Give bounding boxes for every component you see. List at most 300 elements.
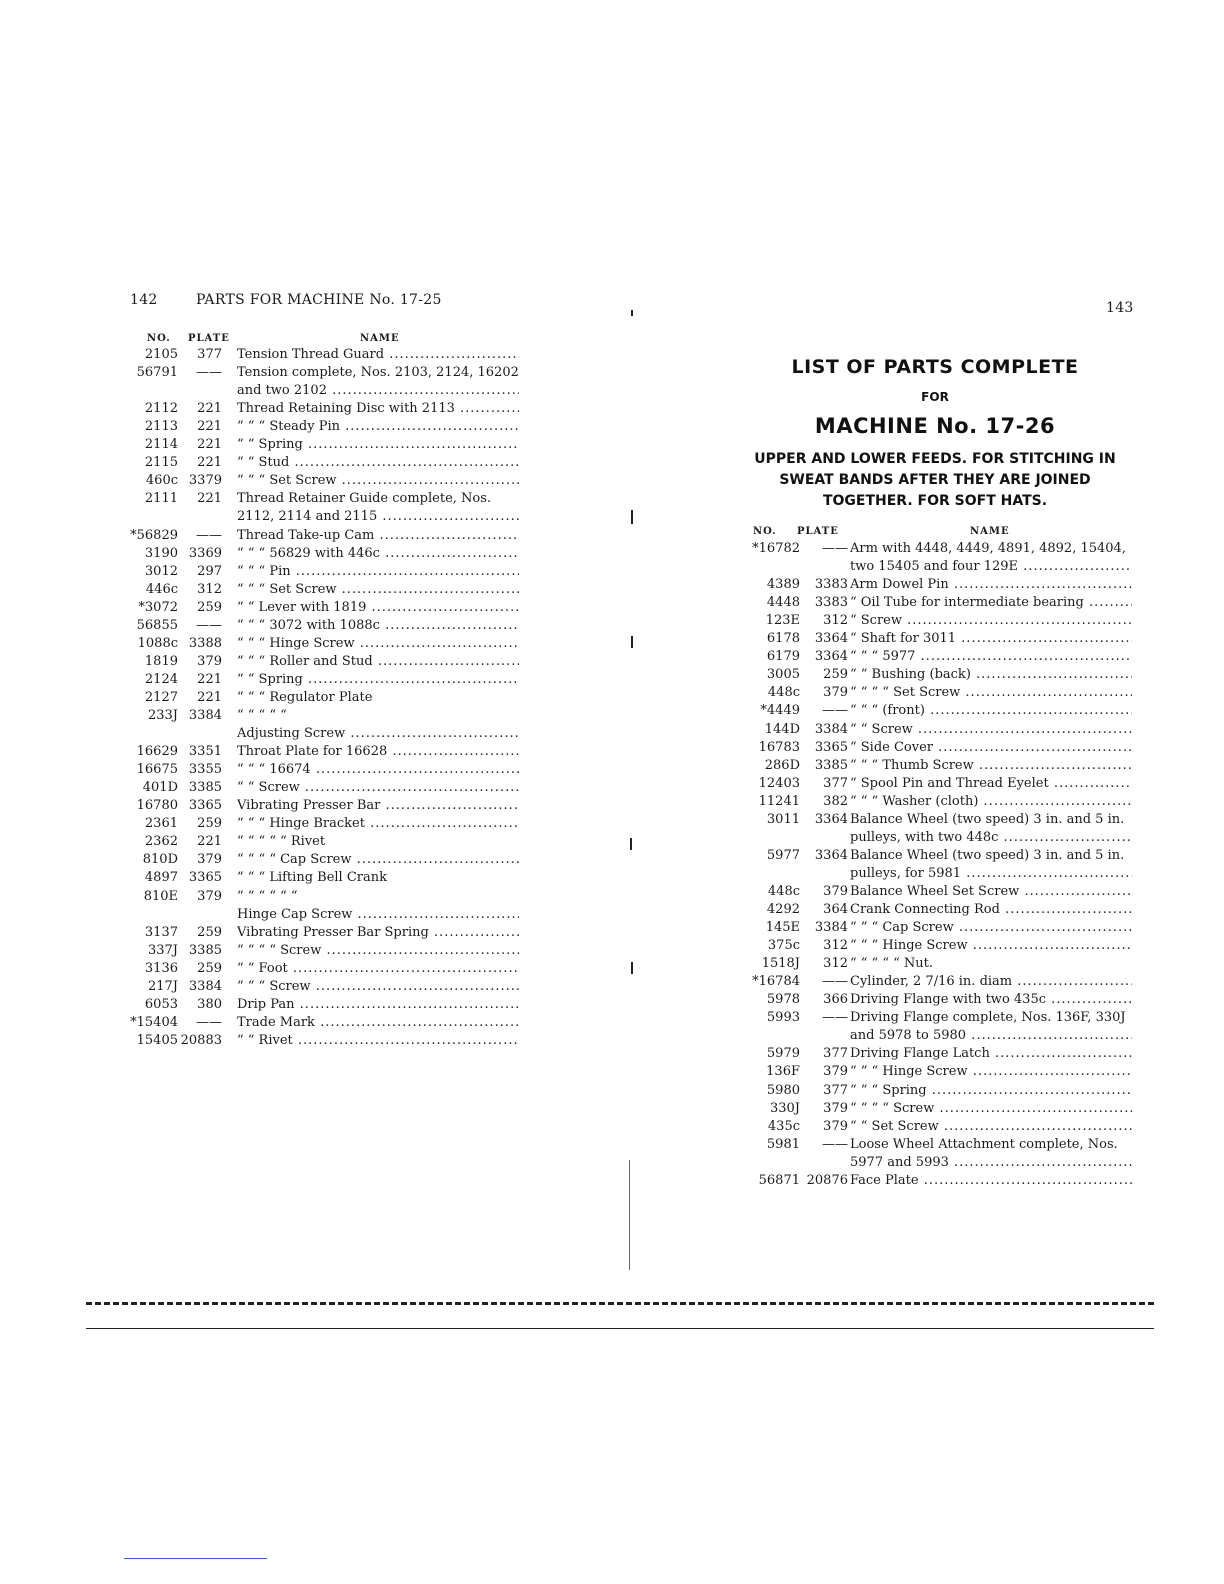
plate-number: —— <box>196 365 222 381</box>
part-number: 448c <box>767 883 800 899</box>
part-number: 375c <box>767 938 800 954</box>
part-row <box>0 418 612 436</box>
gutter-mark <box>631 310 633 316</box>
part-row <box>0 779 612 797</box>
part-number: 144D <box>764 721 800 737</box>
part-name: two 15405 and four 129E ..... <box>850 558 1132 576</box>
part-name: Vibrating Presser Bar ..... <box>237 797 519 815</box>
plate-number: 3388 <box>188 635 222 651</box>
part-row <box>612 793 1224 811</box>
part-row <box>612 666 1224 684</box>
plate-number: —— <box>196 527 222 543</box>
part-number: 1518J <box>761 956 800 972</box>
gutter-mark <box>631 636 633 648</box>
part-number: 435c <box>767 1118 800 1134</box>
plate-number: 221 <box>197 834 222 850</box>
plate-number: 3384 <box>188 708 222 723</box>
footnote-rule <box>124 1558 267 1559</box>
plate-number: 379 <box>823 685 848 701</box>
plate-number: —— <box>822 1010 848 1026</box>
part-row <box>612 865 1224 883</box>
plate-number: 3365 <box>814 739 848 755</box>
plate-number: 259 <box>197 599 222 615</box>
part-number: *16782 <box>752 541 800 556</box>
part-name: “ “ “ Lifting Bell Crank <box>237 870 388 886</box>
part-name: “ “ “ “ “ Rivet <box>237 834 326 850</box>
part-number: 2113 <box>144 419 178 435</box>
part-name: Tension Thread Guard ..... <box>237 346 519 364</box>
part-name: “ Oil Tube for intermediate bearing ..... <box>850 594 1132 612</box>
plate-number: 3385 <box>188 942 222 958</box>
part-row <box>0 797 612 815</box>
plate-number: 3364 <box>814 847 848 863</box>
plate-number: 377 <box>823 1082 848 1098</box>
part-number: *15404 <box>130 1014 178 1030</box>
part-name: pulleys, for 5981 ..... <box>850 865 1132 883</box>
part-row <box>0 851 612 869</box>
part-name: “ “ “ Hinge Bracket ..... <box>237 815 519 833</box>
subtitle-line-2: SWEAT BANDS AFTER THEY ARE JOINED <box>779 472 1091 488</box>
right-page <box>612 0 1224 1584</box>
plate-number: 377 <box>823 1046 848 1062</box>
plate-number: 3369 <box>188 545 222 561</box>
part-number: 233J <box>147 708 178 723</box>
part-row <box>0 400 612 418</box>
part-number: 5980 <box>766 1082 800 1098</box>
plate-number: 382 <box>823 793 848 809</box>
plate-number: 221 <box>197 671 222 687</box>
part-name: “ “ Set Screw ..... <box>850 1118 1132 1136</box>
plate-number: 366 <box>823 992 848 1008</box>
part-row <box>612 955 1224 973</box>
part-number: 1088c <box>137 635 178 651</box>
part-row <box>612 991 1224 1009</box>
part-row <box>0 1032 612 1050</box>
part-row <box>612 1027 1224 1045</box>
part-number: 217J <box>147 978 178 994</box>
part-name: 5977 and 5993 ..... <box>850 1154 1132 1172</box>
plate-number: 312 <box>823 956 848 972</box>
part-row <box>0 472 612 490</box>
part-row <box>612 901 1224 919</box>
part-row <box>612 775 1224 793</box>
part-name: “ “ Screw ..... <box>850 721 1132 739</box>
part-name: “ “ Screw ..... <box>237 779 519 797</box>
part-number: 286D <box>764 757 800 773</box>
part-name: “ “ Bushing (back) ..... <box>850 666 1132 684</box>
plate-number: 3385 <box>814 757 848 773</box>
part-name: “ “ “ 5977 ..... <box>850 648 1132 666</box>
part-row <box>0 617 612 635</box>
part-name: “ “ Lever with 1819 ..... <box>237 599 519 617</box>
part-row <box>612 757 1224 775</box>
plate-number: 3364 <box>814 649 848 665</box>
part-name: “ “ “ Hinge Screw ..... <box>850 1063 1132 1081</box>
part-number: *16784 <box>752 974 800 990</box>
part-row <box>612 829 1224 847</box>
part-row <box>0 508 612 526</box>
plate-number: —— <box>822 1136 848 1152</box>
part-number: 2124 <box>144 671 178 687</box>
part-number: 4292 <box>766 902 800 917</box>
part-number: 5979 <box>766 1046 800 1062</box>
plate-number: 20883 <box>180 1032 222 1048</box>
part-row <box>612 558 1224 576</box>
part-number: 2127 <box>144 689 178 705</box>
part-row <box>0 978 612 996</box>
part-name: Driving Flange with two 435c ..... <box>850 991 1132 1009</box>
part-row <box>0 906 612 924</box>
page-number-left: 142 <box>130 292 158 308</box>
part-name: “ “ “ 16674 ..... <box>237 761 519 779</box>
part-name: 2112, 2114 and 2115 ..... <box>237 508 519 526</box>
part-number: *4449 <box>760 703 800 719</box>
plate-number: 379 <box>823 1100 848 1116</box>
plate-number: 259 <box>197 960 222 976</box>
plate-number: 312 <box>823 613 848 629</box>
part-name: “ Shaft for 3011 ..... <box>850 630 1132 648</box>
part-row <box>612 883 1224 901</box>
part-row <box>0 689 612 707</box>
part-row <box>0 581 612 599</box>
plate-number: 377 <box>197 347 222 362</box>
part-name: “ “ “ (front) ..... <box>850 702 1132 720</box>
part-name: “ “ “ Spring ..... <box>850 1082 1132 1100</box>
plate-number: —— <box>822 703 848 719</box>
part-row <box>612 1172 1224 1190</box>
part-number: 6179 <box>766 649 800 665</box>
part-number: 56855 <box>136 617 178 633</box>
plate-number: 221 <box>197 419 222 435</box>
part-row <box>612 847 1224 865</box>
plate-number: 259 <box>197 816 222 832</box>
part-number: 4897 <box>144 870 178 886</box>
col-header-no-right: NO. <box>753 526 777 537</box>
part-row <box>0 382 612 400</box>
subtitle-line-1: UPPER AND LOWER FEEDS. FOR STITCHING IN <box>754 451 1116 467</box>
plate-number: 379 <box>197 653 222 669</box>
part-name: Throat Plate for 16628 ..... <box>237 743 519 761</box>
part-name: Thread Take-up Cam ..... <box>237 527 519 545</box>
part-number: 56871 <box>758 1172 800 1188</box>
part-name: “ “ “ Washer (cloth) ..... <box>850 793 1132 811</box>
plate-number: 379 <box>197 888 222 904</box>
part-row <box>0 743 612 761</box>
plate-number: —— <box>822 974 848 990</box>
part-name: Tension complete, Nos. 2103, 2124, 16202 <box>237 365 519 381</box>
page-number-right: 143 <box>1106 300 1134 316</box>
col-header-name-right: NAME <box>970 526 1010 537</box>
part-number: 3136 <box>144 960 178 976</box>
running-title: PARTS FOR MACHINE No. 17-25 <box>196 292 442 308</box>
part-name: “ “ “ Set Screw ..... <box>237 472 519 490</box>
part-number: 16780 <box>136 798 178 814</box>
part-row <box>612 1063 1224 1081</box>
part-name: “ “ “ Steady Pin ..... <box>237 418 519 436</box>
plate-number: 379 <box>823 1064 848 1080</box>
part-number: 6178 <box>766 631 800 647</box>
part-name: “ “ “ “ Cap Screw ..... <box>237 851 519 869</box>
part-name: “ “ Stud ..... <box>237 454 519 472</box>
part-row <box>612 739 1224 757</box>
part-row <box>0 888 612 906</box>
part-name: “ “ “ 3072 with 1088c ..... <box>237 617 519 635</box>
part-number: 136F <box>766 1064 800 1080</box>
part-row <box>612 648 1224 666</box>
part-name: “ “ “ 56829 with 446c ..... <box>237 545 519 563</box>
plate-number: 379 <box>823 883 848 899</box>
part-number: 15405 <box>136 1032 178 1048</box>
part-row <box>0 563 612 581</box>
part-name: “ “ “ “ Screw ..... <box>850 1100 1132 1118</box>
part-number: 56791 <box>136 365 178 381</box>
part-number: 2112 <box>144 401 178 417</box>
part-row <box>0 942 612 960</box>
part-row <box>0 527 612 545</box>
list-title-for: FOR <box>921 390 949 404</box>
part-name: “ Side Cover ..... <box>850 739 1132 757</box>
part-name: “ “ “ Screw ..... <box>237 978 519 996</box>
part-row <box>0 1014 612 1032</box>
part-row <box>0 364 612 382</box>
part-name: “ Spool Pin and Thread Eyelet ..... <box>850 775 1132 793</box>
part-row <box>0 833 612 851</box>
part-name: Cylinder, 2 7/16 in. diam ..... <box>850 973 1132 991</box>
part-number: 5978 <box>766 992 800 1008</box>
machine-title: MACHINE No. 17-26 <box>814 414 1056 438</box>
part-name: “ “ “ “ “ “ <box>237 888 298 904</box>
part-name: “ “ Rivet ..... <box>237 1032 519 1050</box>
part-name: “ “ “ “ “ <box>237 708 287 723</box>
part-name: and two 2102 ..... <box>237 382 519 400</box>
part-name: Thread Retainer Guide complete, Nos. <box>237 491 492 507</box>
plate-number: 3365 <box>188 798 222 814</box>
part-row <box>612 721 1224 739</box>
plate-number: 3351 <box>188 744 222 760</box>
part-name: “ “ Spring ..... <box>237 436 519 454</box>
plate-number: 3385 <box>188 780 222 796</box>
part-number: 337J <box>147 942 178 958</box>
plate-number: —— <box>196 617 222 633</box>
part-number: 16783 <box>758 739 800 755</box>
part-number: 460c <box>145 473 178 489</box>
part-number: 330J <box>769 1100 800 1116</box>
part-number: 448c <box>767 685 800 701</box>
part-name: Hinge Cap Screw ..... <box>237 906 519 924</box>
part-row <box>612 540 1224 558</box>
part-number: 2111 <box>144 491 178 507</box>
col-header-no: NO. <box>147 333 171 344</box>
part-name: “ “ Foot ..... <box>237 960 519 978</box>
part-number: 16629 <box>136 744 178 760</box>
part-row <box>612 1154 1224 1172</box>
plate-number: 3365 <box>188 870 222 886</box>
gutter-mark <box>631 962 633 974</box>
part-name: “ “ “ Hinge Screw ..... <box>237 635 519 653</box>
part-number: 5993 <box>766 1010 800 1026</box>
part-row <box>612 684 1224 702</box>
col-header-plate-right: PLATE <box>797 526 839 537</box>
part-row <box>612 919 1224 937</box>
part-name: Drip Pan ..... <box>237 996 519 1014</box>
part-name: “ “ “ Hinge Screw ..... <box>850 937 1132 955</box>
part-row <box>612 1100 1224 1118</box>
part-name: Balance Wheel (two speed) 3 in. and 5 in. <box>850 847 1125 863</box>
part-name: Driving Flange complete, Nos. 136F, 330J <box>850 1010 1126 1026</box>
part-row <box>0 653 612 671</box>
part-number: 2105 <box>144 347 178 362</box>
part-number: 4389 <box>766 577 800 593</box>
part-row <box>0 996 612 1014</box>
part-number: *56829 <box>130 527 178 543</box>
plate-number: 379 <box>823 1118 848 1134</box>
part-name: “ “ Spring ..... <box>237 671 519 689</box>
part-row <box>0 815 612 833</box>
plate-number: 221 <box>197 689 222 705</box>
part-number: 810D <box>142 852 178 868</box>
plate-number: 3364 <box>814 811 848 827</box>
part-name: Balance Wheel Set Screw ..... <box>850 883 1132 901</box>
part-name: Loose Wheel Attachment complete, Nos. <box>850 1136 1118 1152</box>
part-row <box>612 1045 1224 1063</box>
plate-number: 20876 <box>806 1172 848 1188</box>
part-number: 2114 <box>144 437 178 453</box>
plate-number: 3379 <box>188 473 222 489</box>
part-number: 3190 <box>144 545 178 561</box>
part-row <box>0 545 612 563</box>
plate-number: 3384 <box>814 721 848 737</box>
gutter-line <box>629 1160 630 1270</box>
part-name: “ “ “ Roller and Stud ..... <box>237 653 519 671</box>
plate-number: 380 <box>197 996 222 1012</box>
part-name: pulleys, with two 448c ..... <box>850 829 1132 847</box>
plate-number: 259 <box>823 667 848 683</box>
part-number: 3137 <box>144 924 178 940</box>
part-row <box>612 1118 1224 1136</box>
part-row <box>0 635 612 653</box>
part-number: *3072 <box>138 599 178 615</box>
part-name: Vibrating Presser Bar Spring ..... <box>237 924 519 942</box>
part-row <box>612 937 1224 955</box>
part-name: “ “ “ Thumb Screw ..... <box>850 757 1132 775</box>
part-row <box>0 671 612 689</box>
col-header-plate: PLATE <box>188 333 230 344</box>
part-row <box>0 761 612 779</box>
gutter-mark <box>630 838 632 850</box>
plate-number: —— <box>196 1014 222 1030</box>
part-row <box>0 346 612 364</box>
part-number: 3005 <box>766 667 800 683</box>
plate-number: 221 <box>197 491 222 507</box>
plate-number: 364 <box>823 902 848 917</box>
part-name: “ “ “ Pin ..... <box>237 563 519 581</box>
col-header-name: NAME <box>360 333 400 344</box>
part-name: Crank Connecting Rod ..... <box>850 901 1132 919</box>
part-name: Arm Dowel Pin ..... <box>850 576 1132 594</box>
part-row <box>612 1082 1224 1100</box>
part-row <box>612 612 1224 630</box>
part-number: 5981 <box>766 1136 800 1152</box>
part-row <box>0 869 612 887</box>
part-number: 4448 <box>766 595 800 611</box>
part-number: 2115 <box>144 455 178 471</box>
part-number: 810E <box>143 888 178 904</box>
part-number: 5977 <box>766 847 800 863</box>
scan-rule-top <box>86 1302 1154 1305</box>
part-row <box>0 924 612 942</box>
part-number: 446c <box>145 581 178 597</box>
part-name: “ “ “ Regulator Plate <box>237 689 373 705</box>
part-name: Driving Flange Latch ..... <box>850 1045 1132 1063</box>
list-title: LIST OF PARTS COMPLETE <box>791 356 1079 378</box>
part-row <box>612 1136 1224 1154</box>
part-row <box>0 707 612 725</box>
plate-number: 379 <box>197 852 222 868</box>
part-name: “ “ “ “ Set Screw ..... <box>850 684 1132 702</box>
part-row <box>612 630 1224 648</box>
part-row <box>0 960 612 978</box>
part-number: 3012 <box>144 563 178 579</box>
part-name: “ Screw ..... <box>850 612 1132 630</box>
part-name: and 5978 to 5980 ..... <box>850 1027 1132 1045</box>
plate-number: 3383 <box>814 577 848 593</box>
plate-number: —— <box>822 541 848 556</box>
part-name: Trade Mark ..... <box>237 1014 519 1032</box>
part-name: “ “ “ “ “ Nut. <box>850 956 933 972</box>
part-row <box>0 725 612 743</box>
part-number: 145E <box>765 920 800 936</box>
plate-number: 297 <box>197 563 222 579</box>
part-number: 6053 <box>144 996 178 1012</box>
plate-number: 3383 <box>814 595 848 611</box>
plate-number: 259 <box>197 924 222 940</box>
part-name: Thread Retaining Disc with 2113 ..... <box>237 400 519 418</box>
part-row <box>612 576 1224 594</box>
plate-number: 221 <box>197 401 222 417</box>
part-row <box>612 594 1224 612</box>
part-row <box>612 702 1224 720</box>
plate-number: 312 <box>823 938 848 954</box>
gutter-mark <box>631 510 633 524</box>
part-number: 3011 <box>766 811 800 827</box>
part-name: Adjusting Screw ..... <box>237 725 519 743</box>
part-name: “ “ “ “ Screw ..... <box>237 942 519 960</box>
part-row <box>612 811 1224 829</box>
part-row <box>612 973 1224 991</box>
plate-number: 3355 <box>188 762 222 778</box>
plate-number: 377 <box>823 775 848 791</box>
plate-number: 3384 <box>188 978 222 994</box>
part-row <box>612 1009 1224 1027</box>
part-name: “ “ “ Cap Screw ..... <box>850 919 1132 937</box>
part-number: 11241 <box>758 793 800 809</box>
part-number: 2362 <box>144 834 178 850</box>
part-number: 123E <box>765 613 800 629</box>
part-row <box>0 454 612 472</box>
part-number: 401D <box>142 780 178 796</box>
part-number: 16675 <box>136 762 178 778</box>
scan-rule-bottom <box>86 1328 1154 1329</box>
plate-number: 221 <box>197 437 222 453</box>
part-row <box>0 490 612 508</box>
part-name: Face Plate ..... <box>850 1172 1132 1190</box>
part-number: 1819 <box>144 653 178 669</box>
plate-number: 3364 <box>814 631 848 647</box>
part-number: 2361 <box>144 816 178 832</box>
part-number: 12403 <box>758 775 800 791</box>
plate-number: 221 <box>197 455 222 471</box>
plate-number: 3384 <box>814 920 848 936</box>
